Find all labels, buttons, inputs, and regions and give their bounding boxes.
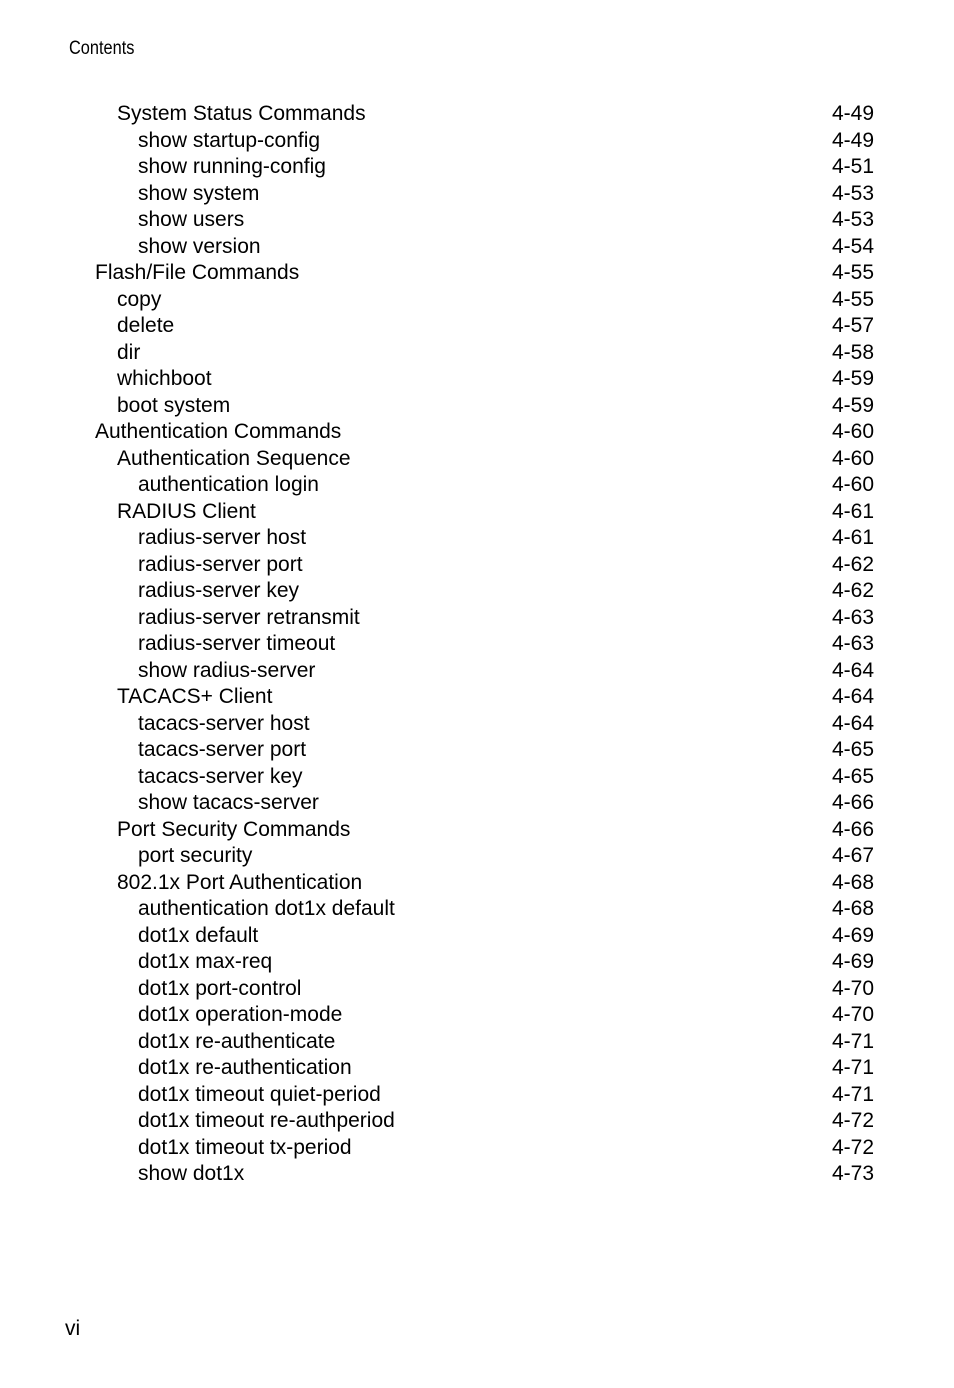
toc-entry-title: delete	[117, 314, 175, 337]
toc-entry	[0, 578, 954, 605]
toc-entry-title: Authentication Commands	[95, 420, 342, 443]
toc-entry-title: dot1x max-req	[138, 950, 273, 973]
toc-entry-title: radius-server host	[138, 526, 307, 549]
toc-entry-title: authentication dot1x default	[138, 897, 395, 920]
toc-entry	[0, 340, 954, 367]
toc-entry	[0, 525, 954, 552]
toc-entry-title: dot1x timeout tx-period	[138, 1135, 352, 1159]
toc-entry-title: show tacacs-server	[138, 791, 319, 814]
toc-entry-page: 4-51	[831, 155, 874, 178]
toc-entry-page: 4-53	[831, 181, 874, 205]
toc-entry-page: 4-70	[831, 976, 874, 1000]
toc-entry	[0, 684, 954, 711]
toc-entry-title: TACACS+ Client	[117, 685, 273, 708]
toc-entry-page: 4-59	[831, 393, 874, 417]
toc-entry-page: 4-72	[831, 1135, 874, 1159]
toc-entry-page: 4-60	[831, 446, 874, 470]
toc-entry-page: 4-64	[831, 658, 874, 682]
toc-entry-title: tacacs-server port	[138, 738, 307, 761]
toc-entry-title: show system	[138, 181, 260, 205]
toc-entry-title: port security	[138, 844, 253, 867]
toc-entry-page: 4-55	[831, 261, 874, 284]
toc-entry-page: 4-65	[831, 764, 874, 788]
toc-entry	[0, 552, 954, 579]
toc-entry-page: 4-59	[831, 367, 874, 390]
toc-entry-title: tacacs-server key	[138, 764, 303, 788]
toc-entry	[0, 1108, 954, 1135]
toc-entry	[0, 711, 954, 738]
toc-entry-title: show radius-server	[138, 658, 316, 682]
running-header: Contents	[69, 38, 135, 59]
toc-entry	[0, 896, 954, 923]
toc-entry-title: 802.1x Port Authentication	[117, 870, 363, 894]
toc-entry	[0, 101, 954, 128]
toc-entry-page: 4-73	[831, 1162, 874, 1185]
toc-entry-title: dot1x re-authenticate	[138, 1029, 336, 1053]
toc-entry	[0, 419, 954, 446]
toc-entry	[0, 949, 954, 976]
toc-entry-title: radius-server key	[138, 579, 300, 602]
toc-entry	[0, 207, 954, 234]
toc-entry-title: show version	[138, 234, 261, 258]
toc-entry-title: dot1x port-control	[138, 976, 302, 1000]
toc-entry	[0, 128, 954, 155]
toc-entry-title: show users	[138, 208, 245, 231]
toc-entry-page: 4-66	[831, 817, 874, 841]
toc-entry	[0, 1135, 954, 1162]
toc-entry	[0, 287, 954, 314]
toc-entry-page: 4-55	[831, 287, 874, 311]
toc-entry	[0, 313, 954, 340]
toc-entry	[0, 790, 954, 817]
toc-entry-page: 4-71	[831, 1082, 874, 1106]
toc-entry	[0, 234, 954, 261]
toc-entry-page: 4-61	[831, 526, 874, 549]
toc-entry-page: 4-68	[831, 870, 874, 894]
toc-entry-title: RADIUS Client	[117, 499, 256, 523]
toc-entry-page: 4-49	[831, 128, 874, 152]
toc-entry-page: 4-72	[831, 1109, 874, 1132]
table-of-contents	[0, 101, 954, 1188]
toc-entry-page: 4-71	[831, 1056, 874, 1079]
toc-entry-title: dot1x timeout re-authperiod	[138, 1109, 395, 1132]
toc-entry-page: 4-71	[831, 1029, 874, 1053]
toc-entry	[0, 631, 954, 658]
toc-entry-page: 4-67	[831, 844, 874, 867]
toc-entry-page: 4-49	[831, 102, 874, 125]
toc-entry	[0, 737, 954, 764]
toc-entry-page: 4-63	[831, 632, 874, 655]
toc-entry-title: copy	[117, 287, 162, 311]
toc-entry-page: 4-58	[831, 340, 874, 364]
toc-entry-page: 4-63	[831, 605, 874, 629]
toc-entry	[0, 366, 954, 393]
toc-entry	[0, 1002, 954, 1029]
toc-entry	[0, 1082, 954, 1109]
page-number: vi	[65, 1317, 81, 1340]
toc-entry-page: 4-65	[831, 738, 874, 761]
toc-entry-page: 4-60	[831, 420, 874, 443]
toc-entry-page: 4-68	[831, 897, 874, 920]
toc-entry-page: 4-70	[831, 1003, 874, 1026]
toc-entry-page: 4-64	[831, 711, 874, 735]
toc-entry-page: 4-53	[831, 208, 874, 231]
toc-entry	[0, 764, 954, 791]
toc-entry	[0, 446, 954, 473]
toc-entry-page: 4-64	[831, 685, 874, 708]
toc-entry	[0, 393, 954, 420]
toc-entry	[0, 976, 954, 1003]
toc-entry	[0, 843, 954, 870]
toc-entry-title: Port Security Commands	[117, 817, 351, 841]
toc-entry	[0, 870, 954, 897]
toc-entry	[0, 1055, 954, 1082]
toc-entry	[0, 181, 954, 208]
toc-entry-title: show dot1x	[138, 1162, 245, 1185]
toc-entry-title: show startup-config	[138, 128, 321, 152]
toc-entry-page: 4-60	[831, 473, 874, 496]
toc-entry-title: dot1x timeout quiet-period	[138, 1082, 381, 1106]
toc-entry-title: dir	[117, 340, 141, 364]
toc-entry-title: Flash/File Commands	[95, 261, 300, 284]
toc-entry	[0, 658, 954, 685]
toc-entry-page: 4-62	[831, 552, 874, 576]
toc-entry-page: 4-62	[831, 579, 874, 602]
toc-entry-title: whichboot	[117, 367, 212, 390]
toc-entry	[0, 154, 954, 181]
toc-entry-title: authentication login	[138, 473, 319, 496]
toc-entry-page: 4-66	[831, 791, 874, 814]
toc-entry-page: 4-69	[831, 923, 874, 947]
toc-entry-title: boot system	[117, 393, 231, 417]
toc-entry-page: 4-54	[831, 234, 874, 258]
toc-entry-page: 4-57	[831, 314, 874, 337]
toc-entry-title: show running-config	[138, 155, 326, 178]
toc-entry-title: System Status Commands	[117, 102, 366, 125]
toc-entry-page: 4-69	[831, 950, 874, 973]
toc-entry-title: radius-server port	[138, 552, 303, 576]
toc-entry	[0, 1029, 954, 1056]
toc-entry	[0, 260, 954, 287]
toc-entry-title: radius-server timeout	[138, 632, 336, 655]
toc-entry-title: radius-server retransmit	[138, 605, 360, 629]
toc-entry	[0, 472, 954, 499]
toc-entry-title: dot1x operation-mode	[138, 1003, 343, 1026]
toc-entry	[0, 923, 954, 950]
toc-entry-title: dot1x re-authentication	[138, 1056, 352, 1079]
toc-entry	[0, 499, 954, 526]
toc-entry-page: 4-61	[831, 499, 874, 523]
toc-entry	[0, 817, 954, 844]
toc-entry-title: tacacs-server host	[138, 711, 310, 735]
toc-entry	[0, 1161, 954, 1188]
toc-entry-title: Authentication Sequence	[117, 446, 351, 470]
toc-entry	[0, 605, 954, 632]
toc-entry-title: dot1x default	[138, 923, 259, 947]
